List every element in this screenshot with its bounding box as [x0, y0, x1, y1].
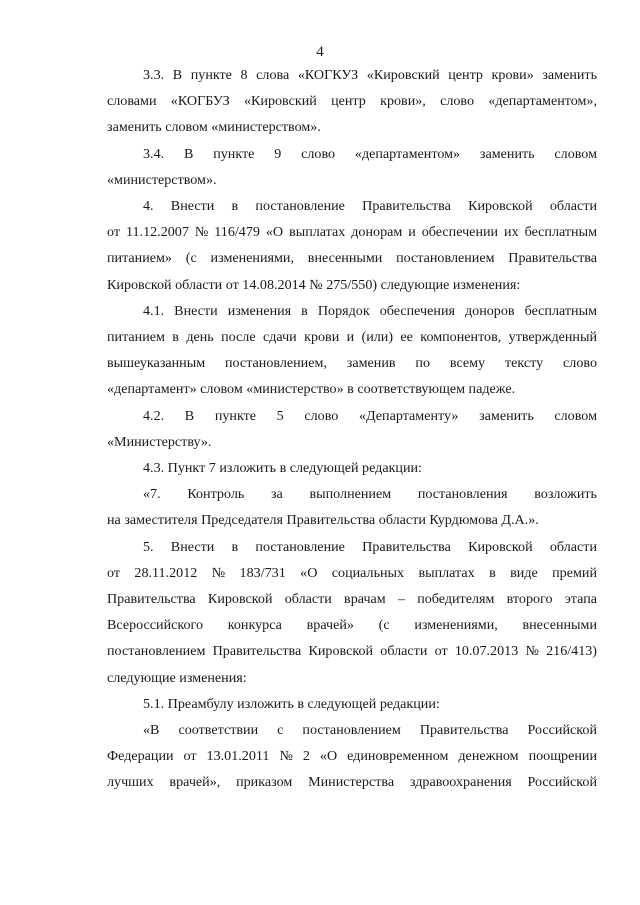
- paragraph-p-5-1: [107, 691, 597, 717]
- text-line: постановлением Правительства Кировской области от 10.07.2013 № 216/413): [107, 643, 597, 660]
- text-line: 4.1. Внести изменения в Порядок обеспечения доноров бесплатным: [143, 302, 597, 319]
- text-line: Правительства Кировской области врачам – победителям второго этапа: [107, 591, 597, 608]
- text-line: 3.4. В пункте 9 слово «департаментом» заменить словом: [143, 145, 597, 162]
- paragraph-p-4-3-q: [107, 481, 597, 533]
- text-line: от 28.11.2012 № 183/731 «О социальных выплатах в виде премий: [107, 564, 597, 581]
- text-line: следующие изменения:: [107, 669, 247, 686]
- text-line: 5. Внести в постановление Правительства Кировской области: [143, 538, 597, 555]
- text-line: «7. Контроль за выполнением постановления возложить: [143, 486, 597, 503]
- paragraph-p-4-3: [107, 455, 597, 481]
- paragraph-p-4-2: [107, 403, 597, 455]
- text-line: 5.1. Преамбулу изложить в следующей редакции:: [143, 695, 440, 712]
- text-line: заменить словом «министерством».: [107, 119, 321, 136]
- text-line: «Министерству».: [107, 433, 212, 450]
- text-line: Всероссийского конкурса врачей» (с изменениями, внесенными: [107, 617, 597, 634]
- text-line: Федерации от 13.01.2011 № 2 «О единовременном денежном поощрении: [107, 748, 597, 765]
- text-line: «В соответствии с постановлением Правительства Российской: [143, 722, 597, 739]
- paragraph-p-5-1-q: [107, 717, 597, 796]
- text-line: на заместителя Председателя Правительства области Курдюмова Д.А.».: [107, 512, 539, 529]
- paragraph-p-3-4: [107, 141, 597, 193]
- text-line: от 11.12.2007 № 116/479 «О выплатах донорам и обеспечении их бесплатным: [107, 224, 597, 241]
- document-body: [107, 62, 597, 796]
- text-line: лучших врачей», приказом Министерства здравоохранения Российской: [107, 774, 597, 791]
- text-line: словами «КОГБУЗ «Кировский центр крови», слово «департаментом»,: [107, 93, 597, 110]
- paragraph-p-4: [107, 193, 597, 298]
- text-line: вышеуказанным постановлением, заменив по всему тексту слово: [107, 355, 597, 372]
- text-line: 4.3. Пункт 7 изложить в следующей редакции:: [143, 460, 422, 477]
- text-line: «министерством».: [107, 171, 217, 188]
- text-line: питанием» (с изменениями, внесенными постановлением Правительства: [107, 250, 597, 267]
- text-line: питанием в день после сдачи крови и (или) ее компонентов, утвержденный: [107, 329, 597, 346]
- paragraph-p-5: [107, 534, 597, 691]
- paragraph-p-4-1: [107, 298, 597, 403]
- text-line: Кировской области от 14.08.2014 № 275/550) следующие изменения:: [107, 276, 521, 293]
- text-line: 4.2. В пункте 5 слово «Департаменту» заменить словом: [143, 407, 597, 424]
- page-number: 4: [316, 44, 324, 60]
- paragraph-p-3-3: [107, 62, 597, 141]
- text-line: 4. Внести в постановление Правительства Кировской области: [143, 198, 597, 215]
- text-line: «департамент» словом «министерство» в соответствующем падеже.: [107, 381, 516, 398]
- text-line: 3.3. В пункте 8 слова «КОГКУЗ «Кировский центр крови» заменить: [143, 67, 597, 83]
